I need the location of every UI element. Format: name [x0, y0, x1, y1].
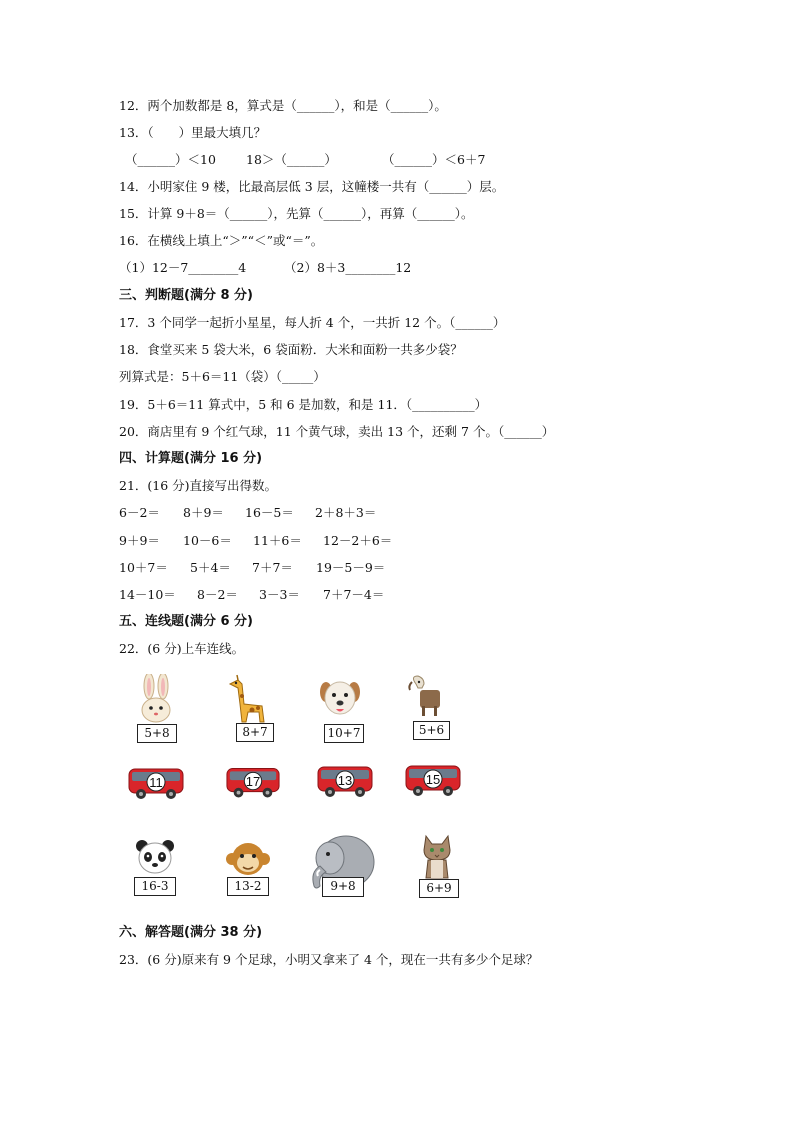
expr-card: 16-3: [134, 877, 176, 896]
question-18: 18．食堂买来 5 袋大米，6 袋面粉．大米和面粉一共多少袋？: [119, 342, 463, 357]
bus-number: 11: [149, 775, 163, 790]
calc-item: 6－2＝: [119, 505, 160, 520]
expr-card: 5+6: [413, 721, 450, 740]
cat-icon: [420, 834, 454, 880]
calc-item: 7＋7＝: [252, 560, 293, 575]
question-12: 12．两个加数都是 8，算式是（______），和是（______）。: [119, 98, 447, 113]
question-13: 13．（ ）里最大填几？: [119, 125, 267, 140]
calc-item: 8＋9＝: [183, 505, 224, 520]
question-21: 21．(16 分)直接写出得数。: [119, 478, 278, 493]
expr-card: 6+9: [419, 879, 459, 898]
section-5-heading: 五、连线题(满分 6 分): [119, 614, 253, 629]
expr-card: 13-2: [227, 877, 269, 896]
bus-number: 15: [425, 772, 441, 787]
calc-item: 2＋8＋3＝: [315, 505, 377, 520]
calc-item: 5＋4＝: [190, 560, 231, 575]
calc-item: 16－5＝: [245, 505, 294, 520]
calc-item: 19－5－9＝: [316, 560, 386, 575]
calc-item: 11＋6＝: [253, 533, 302, 548]
q13-item-c: （______）＜6＋7: [382, 152, 486, 167]
question-22: 22．(6 分)上车连线。: [119, 641, 245, 656]
calc-item: 8－2＝: [197, 587, 238, 602]
q16-item-1: （1）12－7________4: [119, 260, 247, 275]
expr-card: 8+7: [236, 723, 274, 742]
calc-item: 7＋7－4＝: [323, 587, 385, 602]
question-23: 23．(6 分)原来有 9 个足球，小明又拿来了 4 个，现在一共有多少个足球？: [119, 952, 539, 967]
question-19: 19．5＋6＝11 算式中，5 和 6 是加数，和是 11．（__________）: [119, 397, 488, 412]
question-14: 14．小明家住 9 楼，比最高层低 3 层，这幢楼一共有（______）层。: [119, 179, 505, 194]
bus-number: 17: [245, 774, 261, 789]
giraffe-icon: [224, 674, 272, 724]
expr-card: 5+8: [137, 724, 177, 743]
question-17: 17．3 个同学一起折小星星，每人折 4 个，一共折 12 个。（______）: [119, 315, 506, 330]
question-15: 15．计算 9＋8＝（______），先算（______），再算（______）。: [119, 206, 474, 221]
calc-item: 14－10＝: [119, 587, 176, 602]
calc-item: 10－6＝: [183, 533, 232, 548]
question-20: 20．商店里有 9 个红气球，11 个黄气球，卖出 13 个，还剩 7 个。（______）: [119, 424, 555, 439]
calc-item: 9＋9＝: [119, 533, 160, 548]
question-18-equation: 列算式是：5＋6＝11（袋）（_____）: [119, 369, 326, 384]
section-6-heading: 六、解答题(满分 38 分): [119, 925, 263, 940]
section-4-heading: 四、计算题(满分 16 分): [119, 451, 263, 466]
bus-number: 13: [337, 773, 353, 788]
panda-icon: [135, 838, 175, 876]
section-3-heading: 三、判断题(满分 8 分): [119, 288, 253, 303]
calc-item: 10＋7＝: [119, 560, 168, 575]
calc-item: 12－2＋6＝: [323, 533, 393, 548]
monkey-icon: [226, 840, 270, 878]
calc-item: 3－3＝: [259, 587, 300, 602]
question-16: 16．在横线上填上“＞”“＜”或“＝”。: [119, 233, 324, 248]
rabbit-icon: [133, 674, 179, 724]
expr-card: 9+8: [322, 877, 364, 897]
q13-item-a: （______）＜10: [125, 152, 216, 167]
q16-item-2: （2）8＋3________12: [284, 260, 412, 275]
expr-card: 10+7: [324, 724, 364, 743]
goat-icon: [406, 674, 446, 718]
q13-item-b: 18＞（______）: [246, 152, 337, 167]
dog-icon: [318, 676, 362, 722]
